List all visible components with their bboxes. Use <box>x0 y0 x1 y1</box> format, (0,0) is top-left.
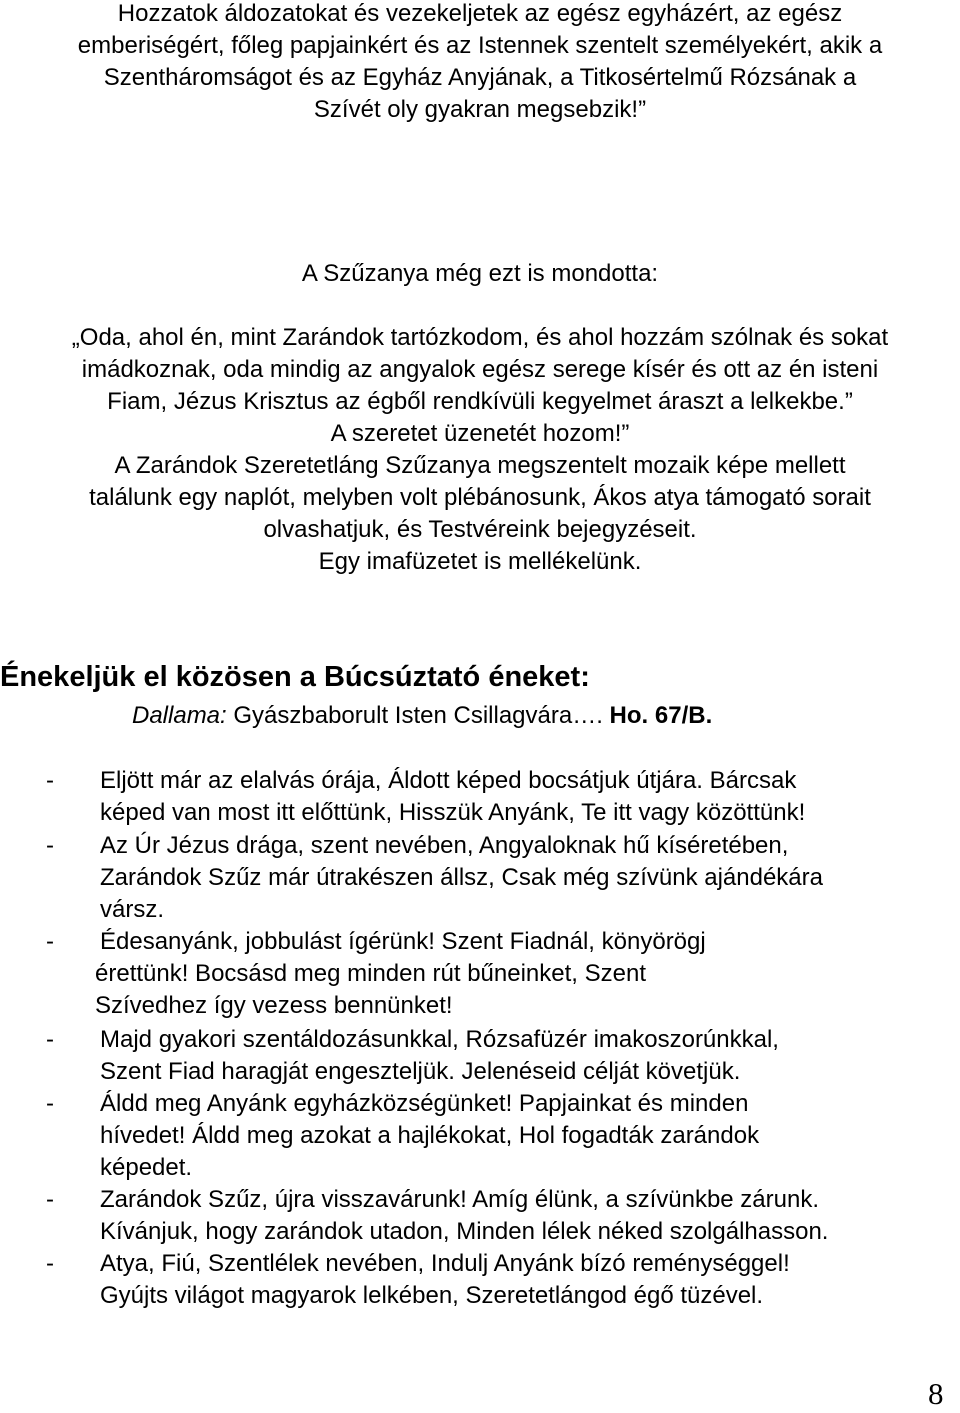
verse-dash: - <box>46 767 54 794</box>
quote-line: imádkoznak, oda mindig az angyalok egész serege kísér és ott az én isteni <box>81 356 879 383</box>
song-heading: Énekeljük el közösen a Búcsúztató éneket: <box>0 661 590 693</box>
verse-line: képedet. <box>100 1154 193 1181</box>
verse-line: Szent Fiad haragját engeszteljük. Jelenéseid célját követjük. <box>100 1058 741 1085</box>
verse-line: érettünk! Bocsásd meg minden rút bűneinket, Szent <box>95 960 646 987</box>
intro-line: emberiségért, főleg papjainkért és az Istennek szentelt személyekért, akik a <box>77 32 883 59</box>
verse-dash: - <box>46 1026 54 1053</box>
melody-label: Dallama: <box>132 702 227 729</box>
verse-line: Kívánjuk, hogy zarándok utadon, Minden lélek néked szolgálhasson. <box>100 1218 829 1245</box>
verse-line: Szívedhez így vezess bennünket! <box>95 992 453 1019</box>
song-melody <box>132 700 712 732</box>
verse-line: Zarándok Szűz már útrakészen állsz, Csak még szívünk ajándékára <box>100 864 823 891</box>
verse-line: Gyújts világot magyarok lelkében, Szeretetlángod égő tüzével. <box>100 1282 764 1309</box>
verse-line: Zarándok Szűz, újra visszavárunk! Amíg élünk, a szívünkbe zárunk. <box>100 1186 820 1213</box>
quote-line: találunk egy naplót, melyben volt plébánosunk, Ákos atya támogató sorait <box>89 484 871 511</box>
verse-dash: - <box>46 928 54 955</box>
verse-line: Áldd meg Anyánk egyházközségünket! Papjainkat és minden <box>100 1090 749 1117</box>
quote-line: Fiam, Jézus Krisztus az égből rendkívüli kegyelmet áraszt a lelkekbe.” <box>107 388 853 415</box>
intro-line: Szentháromságot és az Egyház Anyjának, a Titkosértelmű Rózsának a <box>103 64 857 91</box>
verse-line: vársz. <box>100 896 165 923</box>
verse-dash: - <box>46 1186 54 1213</box>
verse-line: Atya, Fiú, Szentlélek nevében, Indulj Anyánk bízó reménységgel! <box>100 1250 790 1277</box>
verse-line: Az Úr Jézus drága, szent nevében, Angyaloknak hű kíséretében, <box>100 832 789 859</box>
quote-line: Egy imafüzetet is mellékelünk. <box>318 548 642 575</box>
quote-line: A szeretet üzenetét hozom!” <box>330 420 630 447</box>
quote-line: olvashatjuk, és Testvéreink bejegyzéseit. <box>263 516 697 543</box>
verse-line: Édesanyánk, jobbulást ígérünk! Szent Fiadnál, könyörögj <box>100 928 706 955</box>
verse-line: képed van most itt előttünk, Hisszük Anyánk, Te itt vagy közöttünk! <box>100 799 806 826</box>
verse-dash: - <box>46 1090 54 1117</box>
verse-line: Majd gyakori szentáldozásunkkal, Rózsafüzér imakoszorúnkkal, <box>100 1026 779 1053</box>
verse-line: hívedet! Áldd meg azokat a hajlékokat, Hol fogadták zarándok <box>100 1122 760 1149</box>
intro-line: Szívét oly gyakran megsebzik!” <box>313 96 647 123</box>
verse-line: Eljött már az elalvás órája, Áldott képed bocsátjuk útjára. Bárcsak <box>100 767 797 794</box>
quote-intro: A Szűzanya még ezt is mondotta: <box>301 260 659 287</box>
intro-line: Hozzatok áldozatokat és vezekeljetek az egész egyházért, az egész <box>117 0 843 27</box>
quote-line: „Oda, ahol én, mint Zarándok tartózkodom, és ahol hozzám szólnak és sokat <box>71 324 889 351</box>
melody-title: Gyászbaborult Isten Csillagvára…. <box>226 702 603 729</box>
verse-dash: - <box>46 1250 54 1277</box>
quote-line: A Zarándok Szeretetláng Szűzanya megszentelt mozaik képe mellett <box>114 452 846 479</box>
page-number: 8 <box>928 1376 944 1411</box>
verse-dash: - <box>46 832 54 859</box>
melody-reference: Ho. 67/B. <box>602 702 713 729</box>
